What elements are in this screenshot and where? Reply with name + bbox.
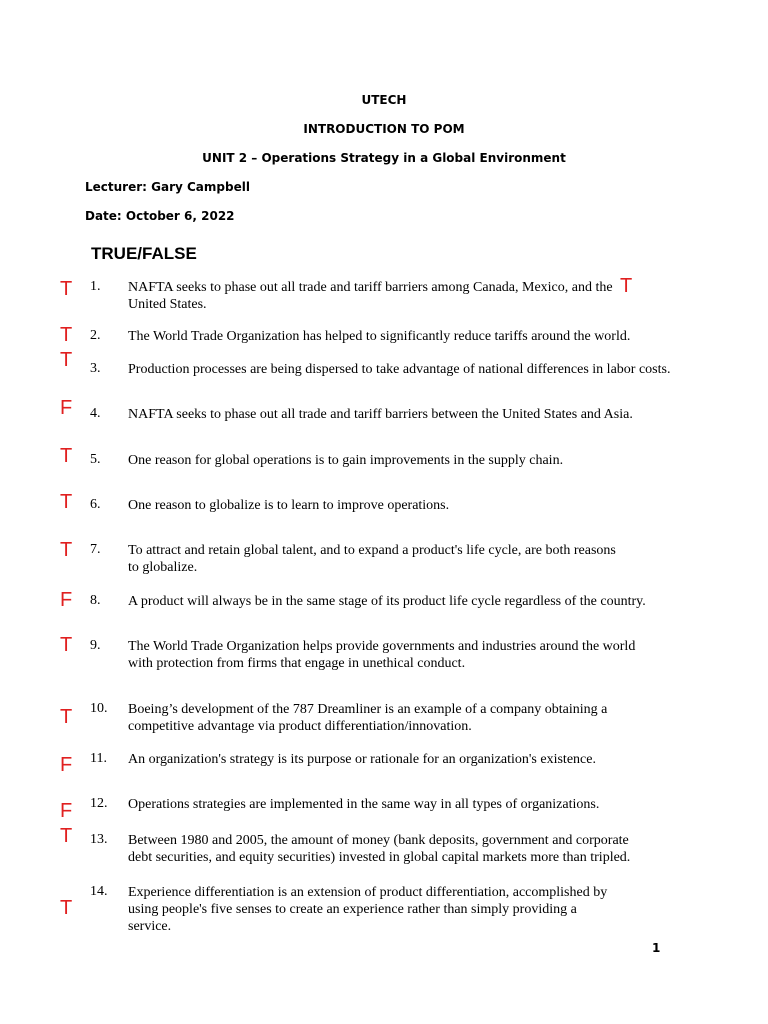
question-number: 5. [90, 452, 101, 467]
answer-mark: F [60, 589, 73, 611]
question-number: 11. [90, 751, 107, 766]
question-text [128, 796, 668, 813]
question-number: 12. [90, 796, 108, 811]
question-text [128, 406, 668, 423]
answer-mark: T [60, 634, 73, 656]
question-text-line: NAFTA seeks to phase out all trade and tariff barriers between the United States and Asia. [128, 407, 633, 422]
question-number: 4. [90, 406, 101, 421]
extra-answer-mark: T [620, 275, 633, 297]
question-text-line: service. [128, 919, 172, 934]
answer-mark: F [60, 397, 73, 419]
question-text-line: Between 1980 and 2005, the amount of money (bank deposits, government and corporate [128, 833, 629, 848]
question-text-line: The World Trade Organization has helped to significantly reduce tariffs around the world. [128, 329, 631, 344]
answer-mark: T [60, 445, 73, 467]
question-text-line: Operations strategies are implemented in the same way in all types of organizations. [128, 797, 600, 812]
question-text-line: To attract and retain global talent, and to expand a product's life cycle, are both reasons [128, 543, 616, 558]
question-text [128, 542, 668, 576]
question-text-line: with protection from firms that engage in unethical conduct. [128, 656, 466, 671]
question-text [128, 452, 668, 469]
question-number: 13. [90, 832, 108, 847]
question-number: 9. [90, 638, 101, 653]
answer-mark: T [60, 897, 73, 919]
question-number: 8. [90, 593, 101, 608]
question-number: 2. [90, 328, 101, 343]
question-text-line: One reason for global operations is to gain improvements in the supply chain. [128, 453, 564, 468]
question-number: 1. [90, 279, 101, 294]
question-text [128, 328, 668, 345]
question-number: 6. [90, 497, 101, 512]
question-text [128, 593, 668, 610]
unit-heading: UNIT 2 – Operations Strategy in a Global Environment [202, 151, 566, 165]
answer-mark: T [60, 349, 73, 371]
page-number: 1 [652, 941, 661, 955]
answer-mark: T [60, 706, 73, 728]
question-text-line: United States. [128, 297, 207, 312]
answer-mark: T [60, 491, 73, 513]
question-text-line: The World Trade Organization helps provide governments and industries around the world [128, 639, 636, 654]
question-text-line: to globalize. [128, 560, 198, 575]
question-text [128, 361, 671, 378]
question-text [128, 751, 668, 768]
answer-mark: T [60, 825, 73, 847]
answer-mark: T [60, 278, 73, 300]
question-text [128, 279, 668, 313]
question-text [128, 638, 668, 672]
answer-mark: F [60, 754, 73, 776]
question-text [128, 701, 668, 735]
answer-mark: F [60, 800, 73, 822]
question-text-line: competitive advantage via product differentiation/innovation. [128, 719, 472, 734]
question-text-line: Production processes are being dispersed to take advantage of national differences in labor costs. [128, 362, 671, 377]
course-heading: INTRODUCTION TO POM [303, 122, 465, 136]
question-number: 10. [90, 701, 108, 716]
question-number: 3. [90, 361, 101, 376]
institution-heading: UTECH [361, 93, 407, 107]
question-text-line: Boeing’s development of the 787 Dreamliner is an example of a company obtaining a [128, 702, 608, 717]
answer-mark: T [60, 539, 73, 561]
answer-mark: T [60, 324, 73, 346]
date-line: Date: October 6, 2022 [85, 209, 235, 223]
question-text-line: using people's five senses to create an experience rather than simply providing a [128, 902, 577, 917]
question-text-line: An organization's strategy is its purpose or rationale for an organization's existence. [128, 752, 596, 767]
question-text [128, 497, 668, 514]
question-text-line: debt securities, and equity securities) invested in global capital markets more than tripled. [128, 850, 631, 865]
question-text-line: Experience differentiation is an extension of product differentiation, accomplished by [128, 885, 608, 900]
question-number: 7. [90, 542, 101, 557]
lecturer-line: Lecturer: Gary Campbell [85, 180, 250, 194]
question-text-line: NAFTA seeks to phase out all trade and tariff barriers among Canada, Mexico, and the [128, 280, 613, 295]
section-title: TRUE/FALSE [91, 244, 197, 263]
question-text-line: One reason to globalize is to learn to improve operations. [128, 498, 450, 513]
question-text [128, 832, 668, 866]
question-text-line: A product will always be in the same stage of its product life cycle regardless of the country. [128, 594, 646, 609]
question-text [128, 884, 668, 935]
question-number: 14. [90, 884, 108, 899]
